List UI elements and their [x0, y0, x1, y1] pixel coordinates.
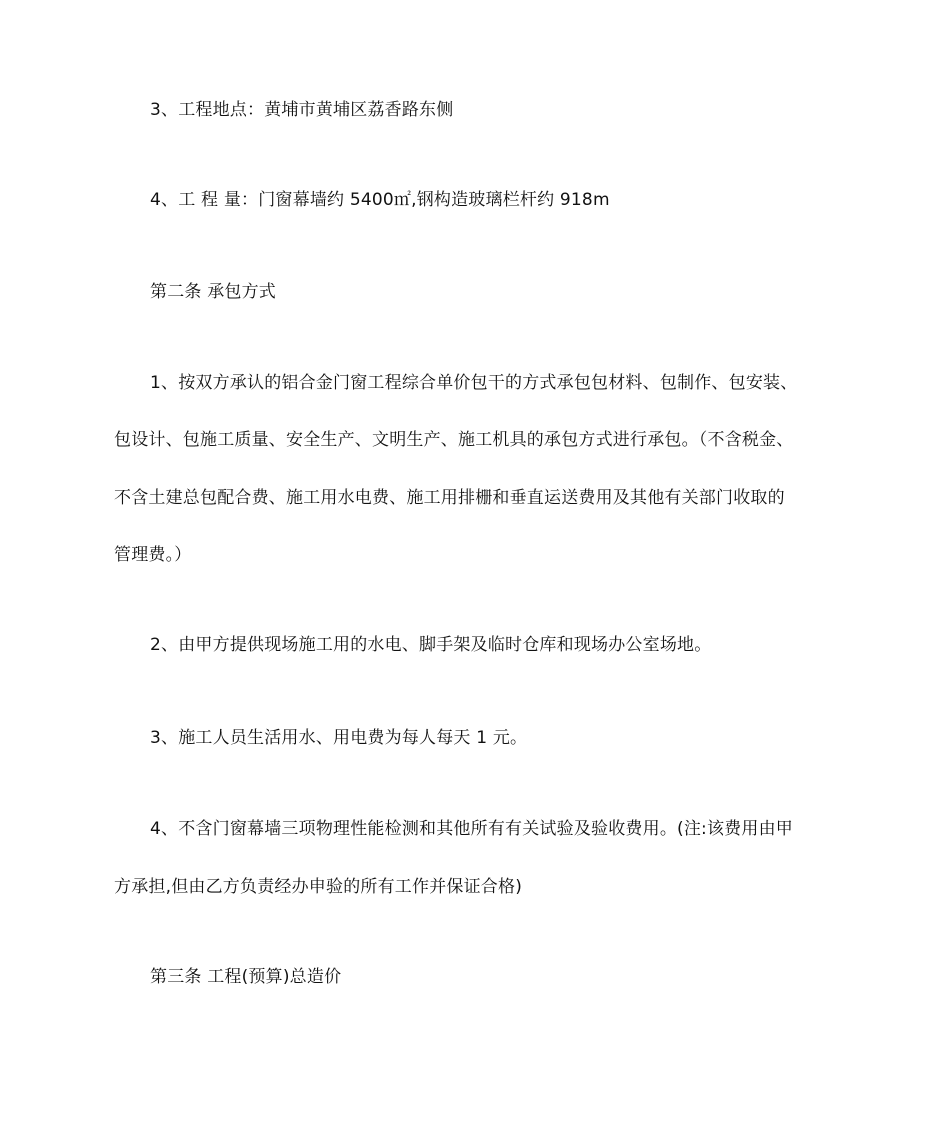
article-2-item-1-line-3: 不含土建总包配合费、施工用水电费、施工用排栅和垂直运送费用及其他有关部门收取的 [114, 488, 785, 508]
article-2-item-3: 3、施工人员生活用水、用电费为每人每天 1 元。 [150, 728, 528, 748]
clause-project-quantity: 4、工 程 量：门窗幕墙约 5400㎡,钢构造玻璃栏杆约 918m [150, 190, 610, 210]
article-2-item-4-line-2: 方承担,但由乙方负责经办申验的所有工作并保证合格) [114, 877, 523, 897]
article-2-item-1-line-4: 管理费。） [114, 545, 192, 565]
article-2-item-1-line-2: 包设计、包施工质量、安全生产、文明生产、施工机具的承包方式进行承包。（不含税金、 [114, 430, 794, 450]
article-2-heading: 第二条 承包方式 [150, 282, 277, 302]
article-3-heading: 第三条 工程(预算)总造价 [150, 967, 342, 987]
clause-project-location: 3、工程地点：黄埔市黄埔区荔香路东侧 [150, 100, 454, 120]
article-2-item-4-line-1: 4、不含门窗幕墙三项物理性能检测和其他所有有关试验及验收费用。(注:该费用由甲 [150, 819, 793, 839]
article-2-item-1-line-1: 1、按双方承认的铝合金门窗工程综合单价包干的方式承包包材料、包制作、包安装、 [150, 373, 798, 393]
article-2-item-2: 2、由甲方提供现场施工用的水电、脚手架及临时仓库和现场办公室场地。 [150, 635, 712, 655]
